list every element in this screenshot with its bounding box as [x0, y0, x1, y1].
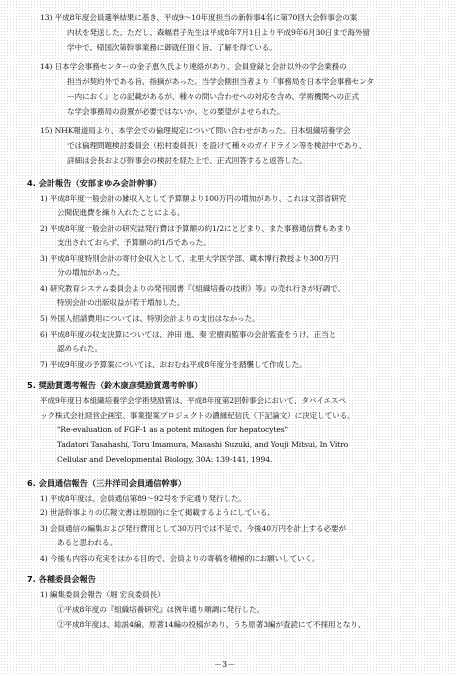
paragraph-line: 平成9年度日本組織培養学会学術奨励賞は、平成8年度第2回幹事会において、タバイエスペ: [40, 396, 346, 405]
list-item-text: 2) 世話幹事よりの広報文書は原則的に全て掲載するようにしている。: [40, 508, 275, 517]
item-text: 詳細は会長および幹事会の検討を経た上で、正式回答すると返答した。: [67, 156, 307, 165]
item-text: な学会事務局の設置が必要ではないか、との要望がよせられた。: [67, 107, 285, 116]
item-text: 14) 日本学会事務センターの金子恵久氏より連絡があり、会員登録と会計以外の学会業務の: [40, 62, 347, 71]
list-item-text: 分の増加があった。: [57, 268, 125, 277]
item-text: 学中で、帰国次第幹事業務に御就任頂く旨、了解を得ている。: [67, 43, 277, 52]
list-item-text: 3) 平成8年度特別会計の寄付金収入として、北里大学医学部、蔵本博行教授より300万円: [40, 254, 339, 263]
list-item-text: あると思われる。: [57, 538, 117, 547]
list-item-text: 認められた。: [57, 344, 102, 353]
section-heading: 7. 各種委員会報告: [27, 574, 96, 584]
list-item-text: ①平成8年度の『組織培養研究』は例年通り順調に発行した。: [57, 605, 265, 614]
paragraph-line: ック株式会社経営企画室、事業提案プロジェクトの濃縁紀信氏（下記論文）に決定している。: [40, 411, 355, 420]
citation-line: Tadatori Tasahashi, Toru Imamura, Masashi Suzuki, and Youji Mitsui, In Vitro: [57, 440, 349, 449]
list-item-text: 6) 平成8年度の収支決算については、沖田 進、奏 宏樹両監事の会計監査をうけ、正当と: [40, 330, 337, 339]
list-item-text: 1) 平成8年度は、会員通信第89～92号を予定通り発行した。: [40, 494, 246, 503]
list-item-text: 3) 会員通信の編集および発行費用として30万円では不足で、今後40万円を計上する必要が: [40, 524, 346, 533]
item-text: では倫理問題検討委員会（松村委員長）を設けて種々のガイドライン等を検討中であり、: [67, 141, 367, 150]
list-item-text: 4) 今後も内容の充実をはかる目的で、会員よりの寄稿を積極的にお願いしていく。: [40, 554, 320, 563]
list-item-text: 2) 平成8年度一般会計の研究誌発行費は予算額の約1/2にとどまり、また事務通信費もあまり: [40, 224, 352, 233]
item-text: 13) 平成8年度会員選挙結果に基き、平成9～10年度担当の新幹事4名に第70回大会幹事会の案: [40, 13, 358, 22]
list-item-text: 支出されておらず、予算額の約1/5であった。: [57, 238, 211, 247]
citation-line: "Re-evaluation of FGF-1 as a potent mitogen for hepatocytes": [57, 425, 288, 434]
citation-line: Cellular and Developmental Biology, 30A: 139-141, 1994.: [57, 455, 273, 464]
list-item-text: 公開促進費を繰り入れたことによる。: [57, 208, 185, 217]
list-item-text: 5) 外国人招請費用については、特別会計よりの支出はなかった。: [40, 314, 260, 323]
item-text: 15) NHK報道局より、本学会での倫理規定について問い合わせがあった。日本組織培養学会: [40, 126, 351, 135]
list-item-text: 7) 平成9年度の予算案については、おおむね平成8年度分を踏襲して作成した。: [40, 360, 307, 369]
section-heading: 5. 奨励賞選考報告（鈴木康彦奨励賞選考幹事）: [27, 380, 203, 390]
item-text: 内状を発送した。ただし、森幅君子先生は平成8年7月1日より平成9年6月30日まで海外留: [67, 28, 370, 37]
section-heading: 4. 会計報告（安部まゆみ会計幹事）: [27, 178, 162, 188]
item-text: 担当が契約外である旨、指摘があった。当学会側担当者より『事務局を日本学会事務センタ: [67, 77, 374, 86]
list-item-text: 1) 編集委員会報告（堀 宏良委員長）: [40, 590, 165, 599]
list-item-text: 4) 研究教育システム委員会よりの発刊図書『《組織培養の技術》等』の売れ行きが好調で、: [40, 284, 345, 293]
page-number: －3－: [214, 660, 236, 669]
section-heading: 6. 会員通信報告（三井洋司会員通信幹事）: [27, 478, 187, 488]
list-item-text: 特別会計の出版収益が若干増加した。: [57, 298, 185, 307]
list-item-text: ②平成8年度は、総説4編、原著14編の投稿があり、うち原著3編が査読にて不採用となり、: [57, 620, 366, 629]
item-text: ー内におく』との記載があるが、種々の問い合わせへの対応を含め、学術機関への正式: [67, 92, 359, 101]
list-item-text: 1) 平成8年度一般会計の雑収入として予算額より100万円の増加があり、これは文部省研究: [40, 194, 347, 203]
